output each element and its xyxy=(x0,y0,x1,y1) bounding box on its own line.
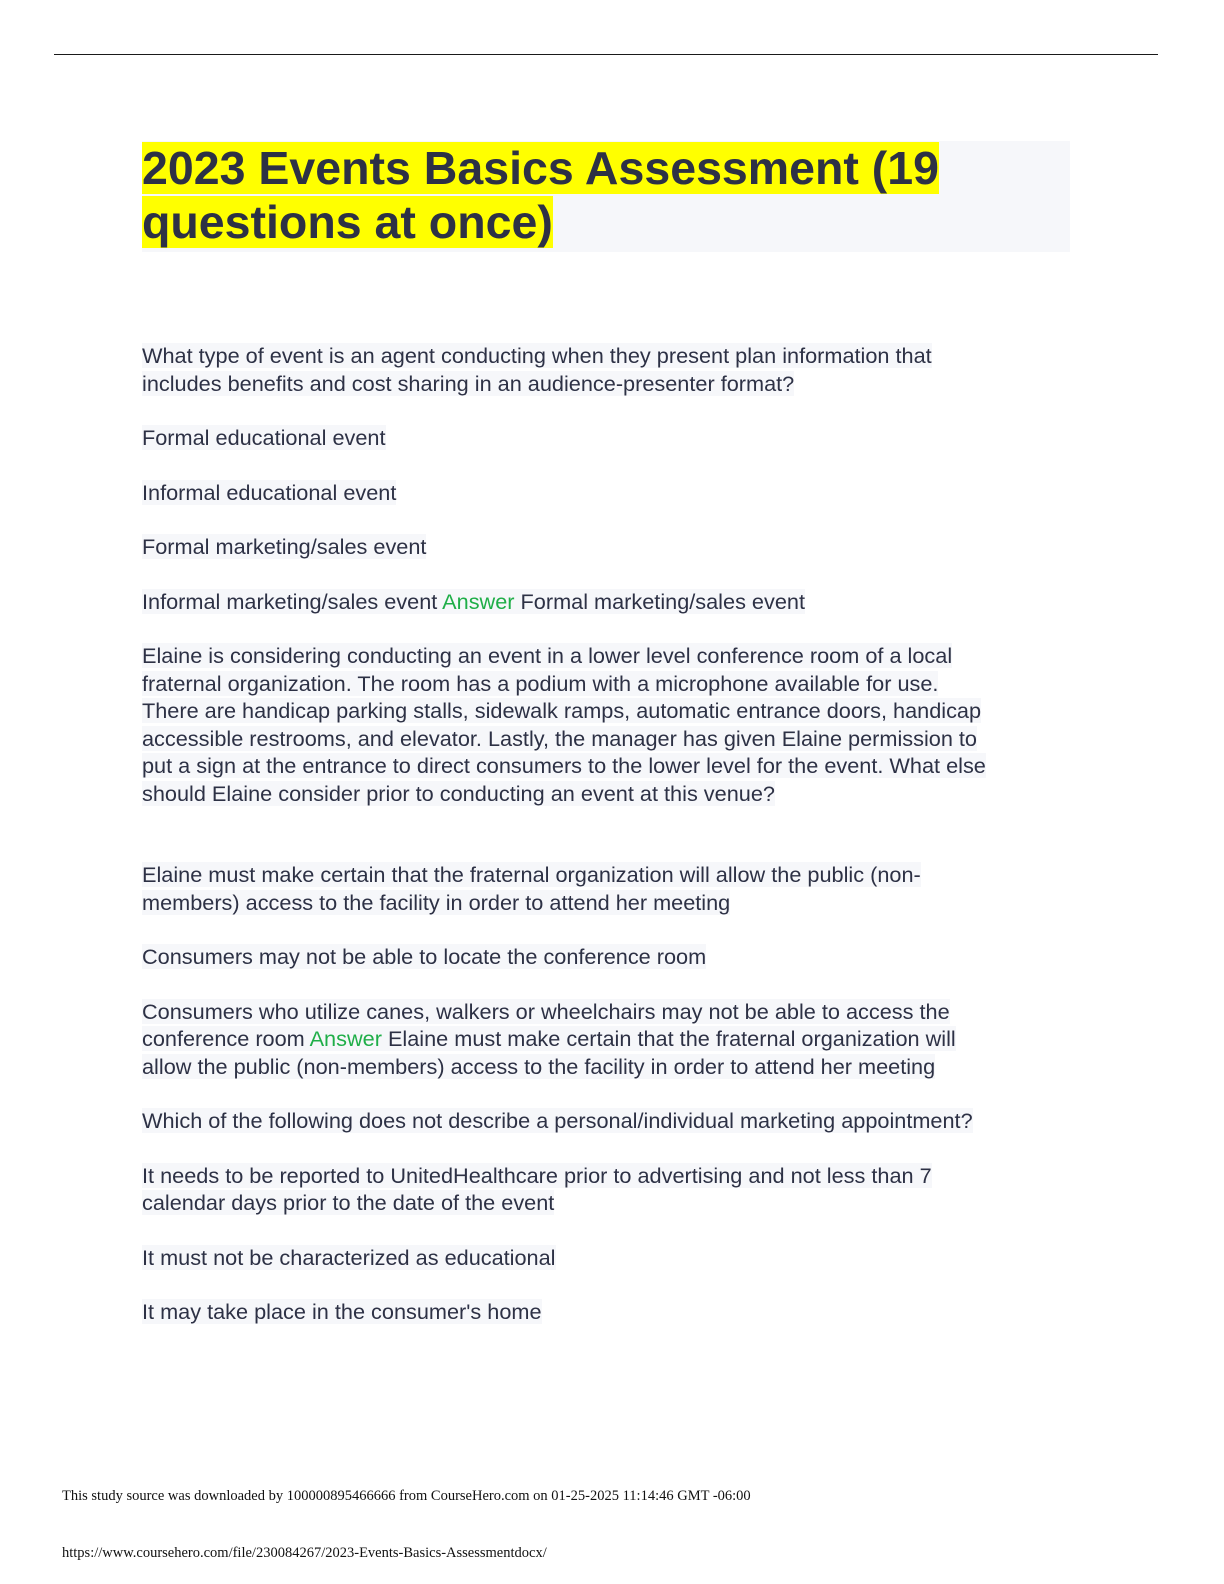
question-2-option-2: Consumers may not be able to locate the conference room xyxy=(142,944,707,969)
answer-label: Answer xyxy=(442,588,515,614)
document-title xyxy=(142,141,1042,249)
question-2-text: Elaine is considering conducting an event in a lower level conference room of a local fraternal organization. The room has a podium with a microphone available for use. There are handicap parking stalls, sidewalk ramps, automatic entrance doors, handicap accessible restrooms, and elevator. Lastly, the manager has given Elaine permission to put a sign at the entrance to direct consumers to the lower level for the event. What else should Elaine consider prior to conducting an event at this venue? xyxy=(142,643,986,806)
footer-source-note: This study source was downloaded by 100000895466666 from CourseHero.com on 01-25-2025 11:14:46 GMT -06:00 xyxy=(62,1488,751,1504)
question-2-option-3-with-answer xyxy=(142,998,1082,1081)
question-3-option-1: It needs to be reported to UnitedHealthcare prior to advertising and not less than 7 calendar days prior to the date of the event xyxy=(142,1162,932,1215)
document-body xyxy=(142,342,1082,1326)
question-1-text: What type of event is an agent conducting when they present plan information that includes benefits and cost sharing in an audience-presenter format? xyxy=(142,343,932,396)
question-1-option-4-with-answer xyxy=(142,588,1082,616)
title-line-1: 2023 Events Basics Assessment (19 xyxy=(142,142,940,194)
question-1-option-3: Formal marketing/sales event xyxy=(142,534,427,559)
question-2-option-1: Elaine must make certain that the fraternal organization will allow the public (non- members) access to the facility in order to attend her meeting xyxy=(142,862,921,915)
question-2-answer: Elaine must make certain that the fraternal organization will allow the public (non-members) access to the facility in order to attend her meeting xyxy=(142,1026,956,1079)
title-block xyxy=(142,141,1070,252)
question-3-option-3: It may take place in the consumer's home xyxy=(142,1299,542,1324)
question-2-option-3: Consumers who utilize canes, walkers or wheelchairs may not be able to access the conference room xyxy=(142,998,950,1051)
question-1-option-4: Informal marketing/sales event xyxy=(142,588,438,614)
title-line-2: questions at once) xyxy=(142,196,553,248)
question-1-option-2: Informal educational event xyxy=(142,479,397,505)
top-rule xyxy=(54,54,1158,55)
question-1-option-1: Formal educational event xyxy=(142,425,386,450)
question-3-text: Which of the following does not describe a personal/individual marketing appointment? xyxy=(142,1108,973,1133)
footer-url: https://www.coursehero.com/file/230084267/2023-Events-Basics-Assessmentdocx/ xyxy=(62,1545,547,1561)
question-1-answer: Formal marketing/sales event xyxy=(520,588,805,614)
answer-label: Answer xyxy=(309,1026,382,1051)
question-3-option-2: It must not be characterized as educational xyxy=(142,1244,556,1270)
